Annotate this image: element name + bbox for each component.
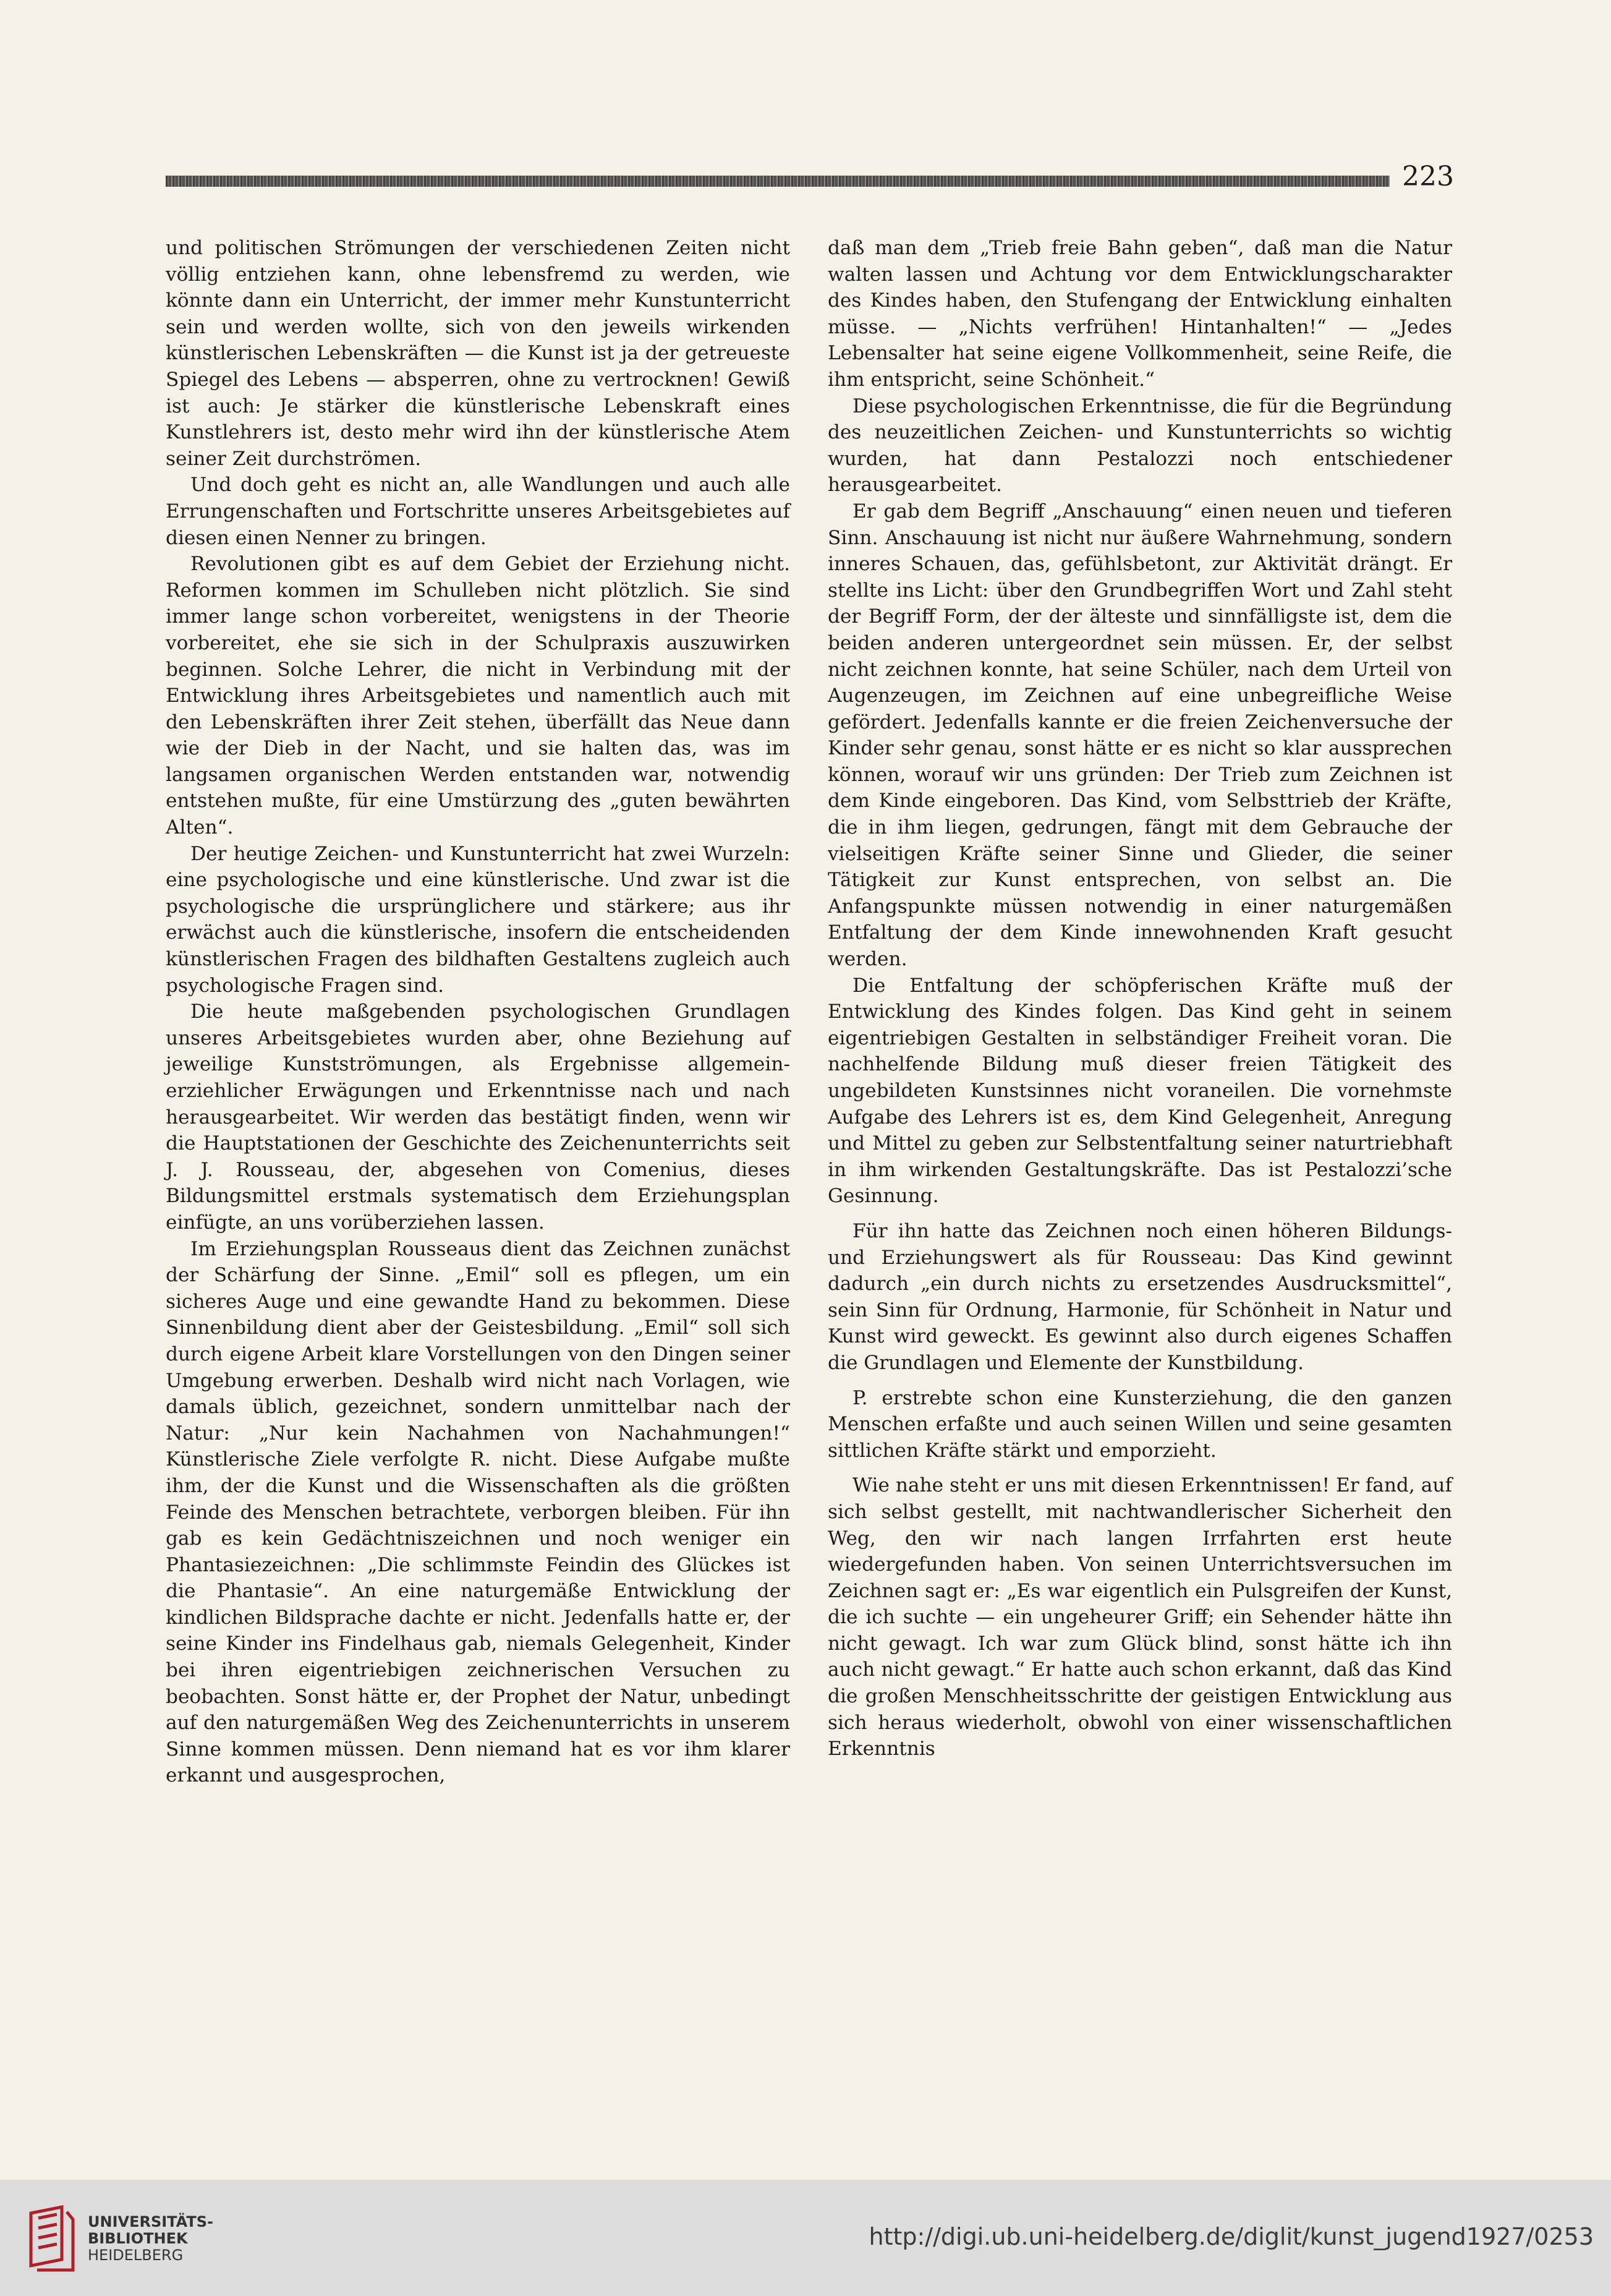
paragraph: Wie nahe steht er uns mit diesen Erkenntnissen! Er fand, auf sich selbst gestellt, mit nachtwandlerischer Sicherheit den Weg, den wir nach langen Irrfahrten erst heute wiedergefunden haben. Von seinen Unterrichtsversuchen im Zeichnen sagt er: „Es war eigentlich ein Pulsgreifen der Kunst, die ich suchte — ein ungeheurer Griff; ein Sehender hätte ihn nicht gewagt. Ich war zum Glück blind, sonst hätte ich ihn auch nicht gewagt.“ Er hatte auch schon erkannt, daß das Kind die großen Menschheitsschritte der geistigen Entwicklung aus sich heraus wiederholt, obwohl von einer wissenschaftlichen Erkenntnis <box>828 1474 1452 1760</box>
paragraph: Die heute maßgebenden psychologischen Grundlagen unseres Arbeitsgebietes wurden aber, ohne Beziehung auf jeweilige Kunstströmungen, als Ergebnisse allgemein-erziehlicher Erwägungen und Erkenntnisse nach und nach herausgearbeitet. Wir werden das bestätigt finden, wenn wir die Hauptstationen der Geschichte des Zeichenunterrichts seit J. J. Rousseau, der, abgesehen von Comenius, dieses Bildungsmittel erstmals systematisch dem Erziehungsplan einfügte, an uns vorüberziehen lassen. <box>166 1001 790 1234</box>
paragraph: Er gab dem Begriff „Anschauung“ einen neuen und tieferen Sinn. Anschauung ist nicht nur äußere Wahrnehmung, sondern inneres Schauen, das, gefühlsbetont, zur Aktivität drängt. Er stellte ins Licht: über den Grundbegriffen Wort und Zahl steht der Begriff Form, der der älteste und sinnfälligste ist, dem die beiden anderen untergeordnet sein müssen. Er, der selbst nicht zeichnen konnte, hat seine Schüler, nach dem Urteil von Augenzeugen, im Zeichnen auf eine unbegreifliche Weise gefördert. Jedenfalls kannte er die freien Zeichenversuche der Kinder sehr genau, sonst hätte er es nicht so klar aussprechen können, worauf wir uns gründen: Der Trieb zum Zeichnen ist dem Kinde eingeboren. Das Kind, vom Selbsttrieb der Kräfte, die in ihm liegen, gedrungen, fängt mit dem Gebrauche der vielseitigen Kräfte seiner Sinne und Glieder, die seiner Tätigkeit zur Kunst entsprechen, von selbst an. Die Anfangspunkte müssen notwendig in einer naturgemäßen Entfaltung der dem Kinde innewohnenden Kraft gesucht werden. <box>828 500 1452 971</box>
library-name-line: BIBLIOTHEK <box>88 2230 188 2247</box>
library-name-line: HEIDELBERG <box>88 2247 184 2264</box>
page-number: 223 <box>1402 161 1454 192</box>
paragraph: Der heutige Zeichen- und Kunstunterricht hat zwei Wurzeln: eine psychologische und eine künstlerische. Und zwar ist die psychologische die ursprünglichere und stärkere; aus ihr erwächst auch die künstlerische, insofern die entscheidenden künstlerischen Fragen des bildhaften Gestaltens zugleich auch psychologische Fragen sind. <box>166 842 790 997</box>
paragraph: Und doch geht es nicht an, alle Wandlungen und auch alle Errungenschaften und Fortschritte unseres Arbeitsgebietes auf diesen einen Nenner zu bringen. <box>166 474 790 549</box>
paragraph: Die Entfaltung der schöpferischen Kräfte muß der Entwicklung des Kindes folgen. Das Kind geht in seinem eigentriebigen Gestalten in selbständiger Freiheit voran. Die nachhelfende Bildung muß dieser freien Tätigkeit des ungebildeten Kunstsinnes nicht voraneilen. Die vornehmste Aufgabe des Lehrers ist es, dem Kind Gelegenheit, Anregung und Mittel zu geben zur Selbstentfaltung seiner naturtriebhaft in ihm wirkenden Gestaltungskräfte. Das ist Pestalozzi’sche Gesinnung. <box>828 974 1452 1208</box>
text-column-right <box>828 235 1452 1762</box>
paragraph: Für ihn hatte das Zeichnen noch einen höheren Bildungs- und Erziehungswert als für Rousseau: Das Kind gewinnt dadurch „ein durch nichts zu ersetzendes Ausdrucksmittel“, sein Sinn für Ordnung, Harmonie, für Schönheit in Natur und Kunst wird geweckt. Es gewinnt also durch eigenes Schaffen die Grundlagen und Elemente der Kunstbildung. <box>828 1219 1452 1374</box>
paragraph: Diese psychologischen Erkenntnisse, die für die Begründung des neuzeitlichen Zeichen- und Kunstunterrichts so wichtig wurden, hat dann Pestalozzi noch entschiedener herausgearbeitet. <box>828 395 1452 497</box>
paragraph: P. erstrebte schon eine Kunsterziehung, die den ganzen Menschen erfaßte und auch seinen Willen und seine gesamten sittlichen Kräfte stärkt und emporzieht. <box>828 1386 1452 1462</box>
text-column-left <box>166 235 790 1789</box>
paragraph: Revolutionen gibt es auf dem Gebiet der Erziehung nicht. Reformen kommen im Schulleben nicht plötzlich. Sie sind immer lange schon vorbereitet, wenigstens in der Theorie vorbereitet, ehe sie sich in der Schulpraxis auszuwirken beginnen. Solche Lehrer, die nicht in Verbindung mit der Entwicklung ihres Arbeitsgebietes und namentlich auch mit den Lebenskräften ihrer Zeit stehen, überfällt das Neue dann wie der Dieb in der Nacht, und sie halten das, was im langsamen organischen Werden entstanden war, notwendig entstehen mußte, für eine Umstürzung des „guten bewährten Alten“. <box>166 553 790 839</box>
library-name <box>88 2214 213 2264</box>
library-logo-icon <box>19 2201 80 2275</box>
paragraph: Im Erziehungsplan Rousseaus dient das Zeichnen zunächst der Schärfung der Sinne. „Emil“ soll es pflegen, um ein sicheres Auge und eine gewandte Hand zu bekommen. Diese Sinnenbildung dient aber der Geistesbildung. „Emil“ soll sich durch eigene Arbeit klare Vorstellungen von den Dingen seiner Umgebung erwerben. Deshalb wird nicht nach Vorlagen, wie damals üblich, gezeichnet, sondern unmittelbar nach der Natur: „Nur kein Nachahmen von Nachahmungen!“ Künstlerische Ziele verfolgte R. nicht. Diese Aufgabe mußte ihm, der die Kunst und die Wissenschaften als die größten Feinde des Menschen betrachtete, verborgen bleiben. Für ihn gab es kein Gedächtniszeichnen und noch weniger ein Phantasiezeichnen: „Die schlimmste Feindin des Glückes ist die Phantasie“. An eine naturgemäße Entwicklung der kindlichen Bildsprache dachte er nicht. Jedenfalls hatte er, der seine Kinder ins Findelhaus gab, niemals Gelegenheit, Kinder bei ihren eigentriebigen zeichnerischen Versuchen zu beobachten. Sonst hätte er, der Prophet der Natur, unbedingt auf den naturgemäßen Weg des Zeichenunterrichts in unserem Sinne kommen müssen. Denn niemand hat es vor ihm klarer erkannt und ausgesprochen, <box>166 1237 790 1787</box>
paragraph: daß man dem „Trieb freie Bahn geben“, daß man die Natur walten lassen und Achtung vor dem Entwicklungscharakter des Kindes haben, den Stufengang der Entwicklung einhalten müsse. — „Nichts verfrühen! Hintanhalten!“ — „Jedes Lebensalter hat seine eigene Vollkommenheit, seine Reife, die ihm entspricht, seine Schönheit.“ <box>828 237 1452 391</box>
library-name-line: UNIVERSITÄTS- <box>88 2213 214 2230</box>
header-rule <box>166 176 1390 187</box>
footer-bar <box>0 2180 1611 2296</box>
paragraph: und politischen Strömungen der verschiedenen Zeiten nicht völlig entziehen kann, ohne lebensfremd zu werden, wie könnte dann ein Unterricht, der immer mehr Kunstunterricht sein und werden wollte, sich von den jeweils wirkenden künstlerischen Lebenskräften — die Kunst ist ja der getreueste Spiegel des Lebens — absperren, ohne zu vertrocknen! Gewiß ist auch: Je stärker die künstlerische Lebenskraft eines Kunstlehrers ist, desto mehr wird ihn der künstlerische Atem seiner Zeit durchströmen. <box>166 237 790 470</box>
source-url-link[interactable]: http://digi.ub.uni-heidelberg.de/diglit/kunst_jugend1927/0253 <box>869 2223 1594 2250</box>
